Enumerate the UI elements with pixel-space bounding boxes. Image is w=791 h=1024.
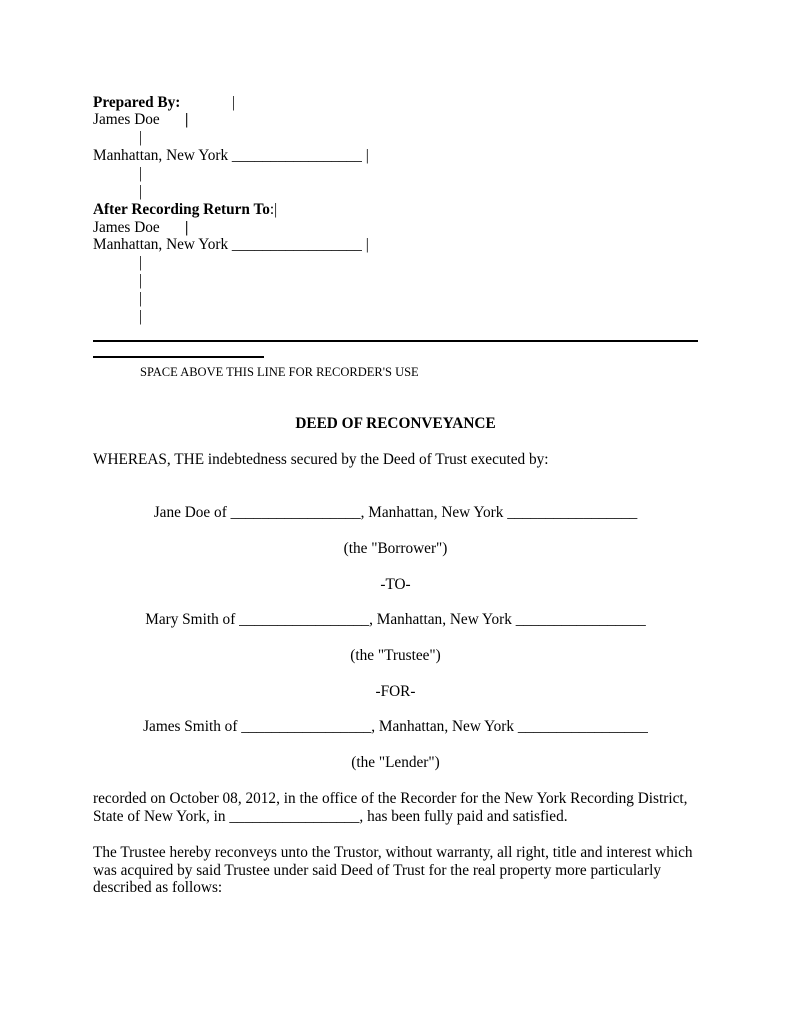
prepared-name-bar: | — [185, 111, 189, 128]
to-separator: -TO- — [380, 576, 411, 593]
prepared-by-label: Prepared By: — [93, 94, 181, 111]
lender-line: James Smith of _________________, Manhattan, New York _________________ — [143, 718, 648, 735]
prepared-bar-b: | — [139, 165, 143, 182]
reconvey-paragraph: The Trustee hereby reconveys unto the Trustor, without warranty, all right, title and interest which was acquired by said Trustee under said Deed of Trust for the real property more particularly described as follows: — [93, 844, 693, 896]
prepared-by-name: James Doe — [93, 111, 160, 128]
for-separator: -FOR- — [375, 683, 416, 700]
return-bar-b: | — [139, 272, 143, 289]
trustee-line: Mary Smith of _________________, Manhattan, New York _________________ — [145, 611, 646, 628]
recorded-paragraph: recorded on October 08, 2012, in the office of the Recorder for the New York Recording District, State of New York, in _________________, has been fully paid and satisfied. — [93, 790, 688, 825]
return-name-bar: | — [185, 219, 189, 236]
return-to-name: James Doe — [93, 219, 160, 236]
lender-role: (the "Lender") — [351, 754, 440, 771]
borrower-role: (the "Borrower") — [343, 540, 448, 557]
prepared-by-address: Manhattan, New York _________________ | — [93, 147, 369, 164]
return-to-heading — [93, 201, 277, 219]
recorder-rule-short — [93, 356, 264, 358]
prepared-bar-a: | — [139, 129, 143, 146]
return-to-address: Manhattan, New York _________________ | — [93, 236, 369, 253]
return-bar-a: | — [139, 254, 143, 271]
prepared-by-bar: | — [232, 94, 236, 111]
return-to-label: After Recording Return To — [93, 201, 270, 218]
whereas-text: WHEREAS, THE indebtedness secured by the Deed of Trust executed by: — [93, 451, 549, 468]
return-to-suffix: :| — [269, 201, 278, 218]
borrower-line: Jane Doe of _________________, Manhattan, New York _________________ — [153, 504, 638, 521]
trustee-role: (the "Trustee") — [350, 647, 441, 664]
recorder-rule-long — [93, 340, 698, 342]
prepared-bar-c: | — [139, 183, 143, 200]
return-bar-c: | — [139, 290, 143, 307]
document-title: DEED OF RECONVEYANCE — [295, 415, 496, 432]
return-bar-d: | — [139, 308, 143, 325]
recorder-note: SPACE ABOVE THIS LINE FOR RECORDER'S USE — [140, 365, 419, 379]
